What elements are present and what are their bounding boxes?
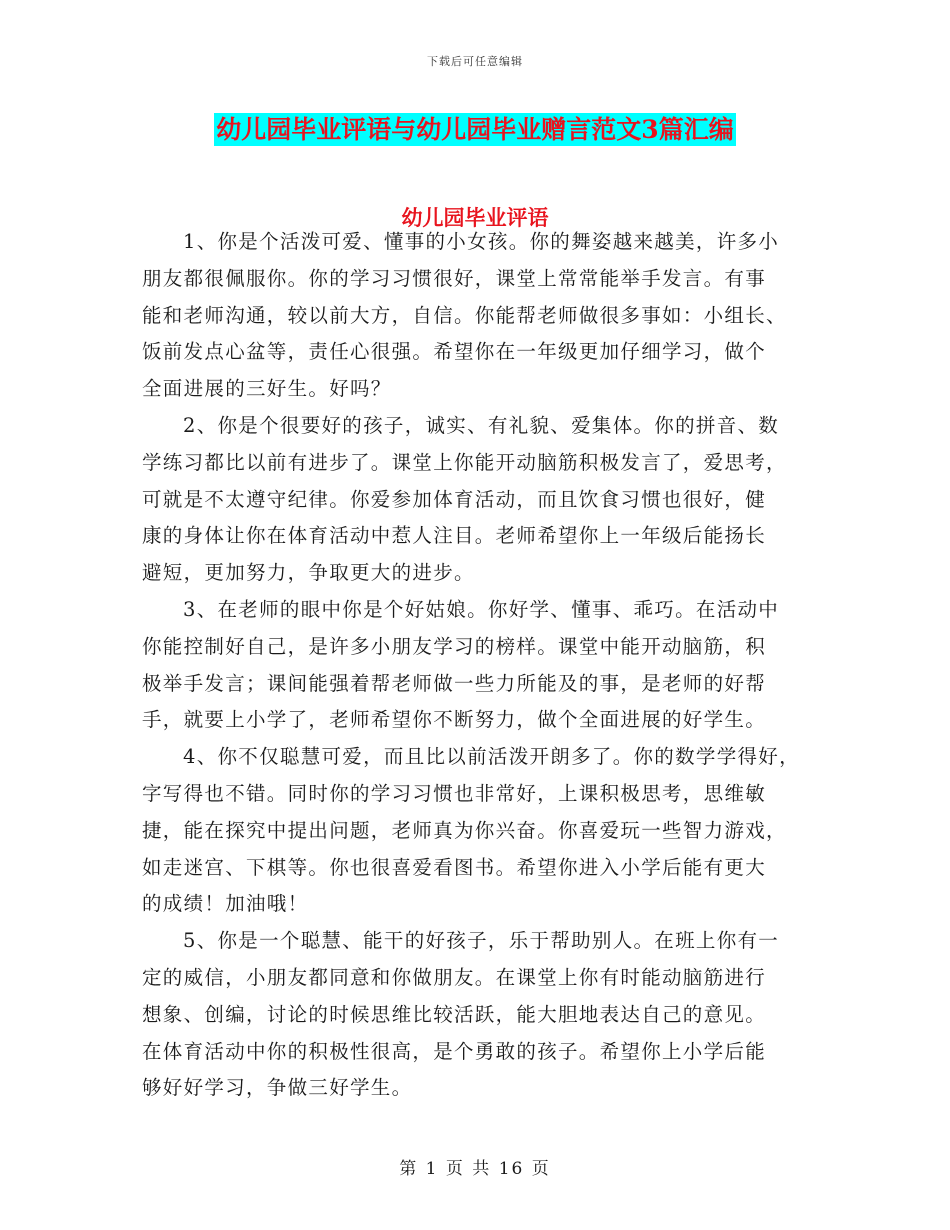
page-number-footer: 第 1 页 共 16 页 [399, 1159, 551, 1179]
paragraph-line: 朋友都很佩服你。你的学习习惯很好，课堂上常常能举手发言。有事 [142, 266, 767, 290]
paragraph-line: 能和老师沟通，较以前大方，自信。你能帮老师做很多事如：小组长、 [142, 303, 787, 327]
document-title-text: 幼儿园毕业评语与幼儿园毕业赠言范文3篇汇编 [216, 115, 734, 144]
paragraph-line: 1、你是个活泼可爱、懂事的小女孩。你的舞姿越来越美，许多小 [183, 230, 780, 253]
paragraph-line: 的成绩！加油哦！ [142, 892, 309, 916]
paragraph-line: 字写得也不错。同时你的学习习惯也非常好，上课积极思考，思维敏 [142, 781, 767, 805]
body-content [142, 224, 817, 1107]
paragraph-line: 2、你是个很要好的孩子，诚实、有礼貌、爱集体。你的拼音、数 [183, 413, 780, 437]
paragraph-line: 4、你不仅聪慧可爱，而且比以前活泼开朗多了。你的数学学得好， [183, 745, 800, 769]
paragraph-line: 你能控制好自己，是许多小朋友学习的榜样。课堂中能开动脑筋，积 [142, 634, 767, 658]
paragraph-2 [142, 408, 817, 592]
document-title [0, 110, 950, 146]
paragraph-line: 饭前发点心盆等，责任心很强。希望你在一年级更加仔细学习，做个 [142, 340, 767, 364]
paragraph-line: 够好好学习，争做三好学生。 [142, 1076, 413, 1100]
paragraph-3 [142, 592, 817, 739]
paragraph-line: 在体育活动中你的积极性很高，是个勇敢的孩子。希望你上小学后能 [142, 1039, 767, 1063]
paragraph-line: 全面进展的三好生。好吗？ [142, 377, 392, 401]
paragraph-line: 康的身体让你在体育活动中惹人注目。老师希望你上一年级后能扬长 [142, 524, 767, 548]
paragraph-line: 极举手发言；课间能强着帮老师做一些力所能及的事，是老师的好帮 [142, 671, 767, 695]
paragraph-4 [142, 739, 817, 923]
paragraph-5 [142, 923, 817, 1107]
section-title: 幼儿园毕业评语 [401, 205, 549, 230]
paragraph-line: 如走迷宫、下棋等。你也很喜爱看图书。希望你进入小学后能有更大 [142, 855, 767, 879]
paragraph-line: 3、在老师的眼中你是个好姑娘。你好学、懂事、乖巧。在活动中 [183, 597, 780, 621]
paragraph-line: 手，就要上小学了，老师希望你不断努力，做个全面进展的好学生。 [142, 708, 767, 732]
paragraph-line: 定的威信，小朋友都同意和你做朋友。在课堂上你有时能动脑筋进行 [142, 965, 767, 989]
header-note: 下载后可任意编辑 [427, 55, 523, 68]
paragraph-line: 可就是不太遵守纪律。你爱参加体育活动，而且饮食习惯也很好，健 [142, 487, 767, 511]
paragraph-line: 避短，更加努力，争取更大的进步。 [142, 561, 475, 585]
paragraph-line: 捷，能在探究中提出问题，老师真为你兴奋。你喜爱玩一些智力游戏， [142, 818, 787, 842]
paragraph-line: 学练习都比以前有进步了。课堂上你能开动脑筋积极发言了，爱思考， [142, 450, 787, 474]
paragraph-line: 5、你是一个聪慧、能干的好孩子，乐于帮助别人。在班上你有一 [183, 929, 780, 953]
paragraph-line: 想象、创编，讨论的时候思维比较活跃，能大胆地表达自己的意见。 [142, 1002, 767, 1026]
paragraph-1 [142, 224, 817, 408]
